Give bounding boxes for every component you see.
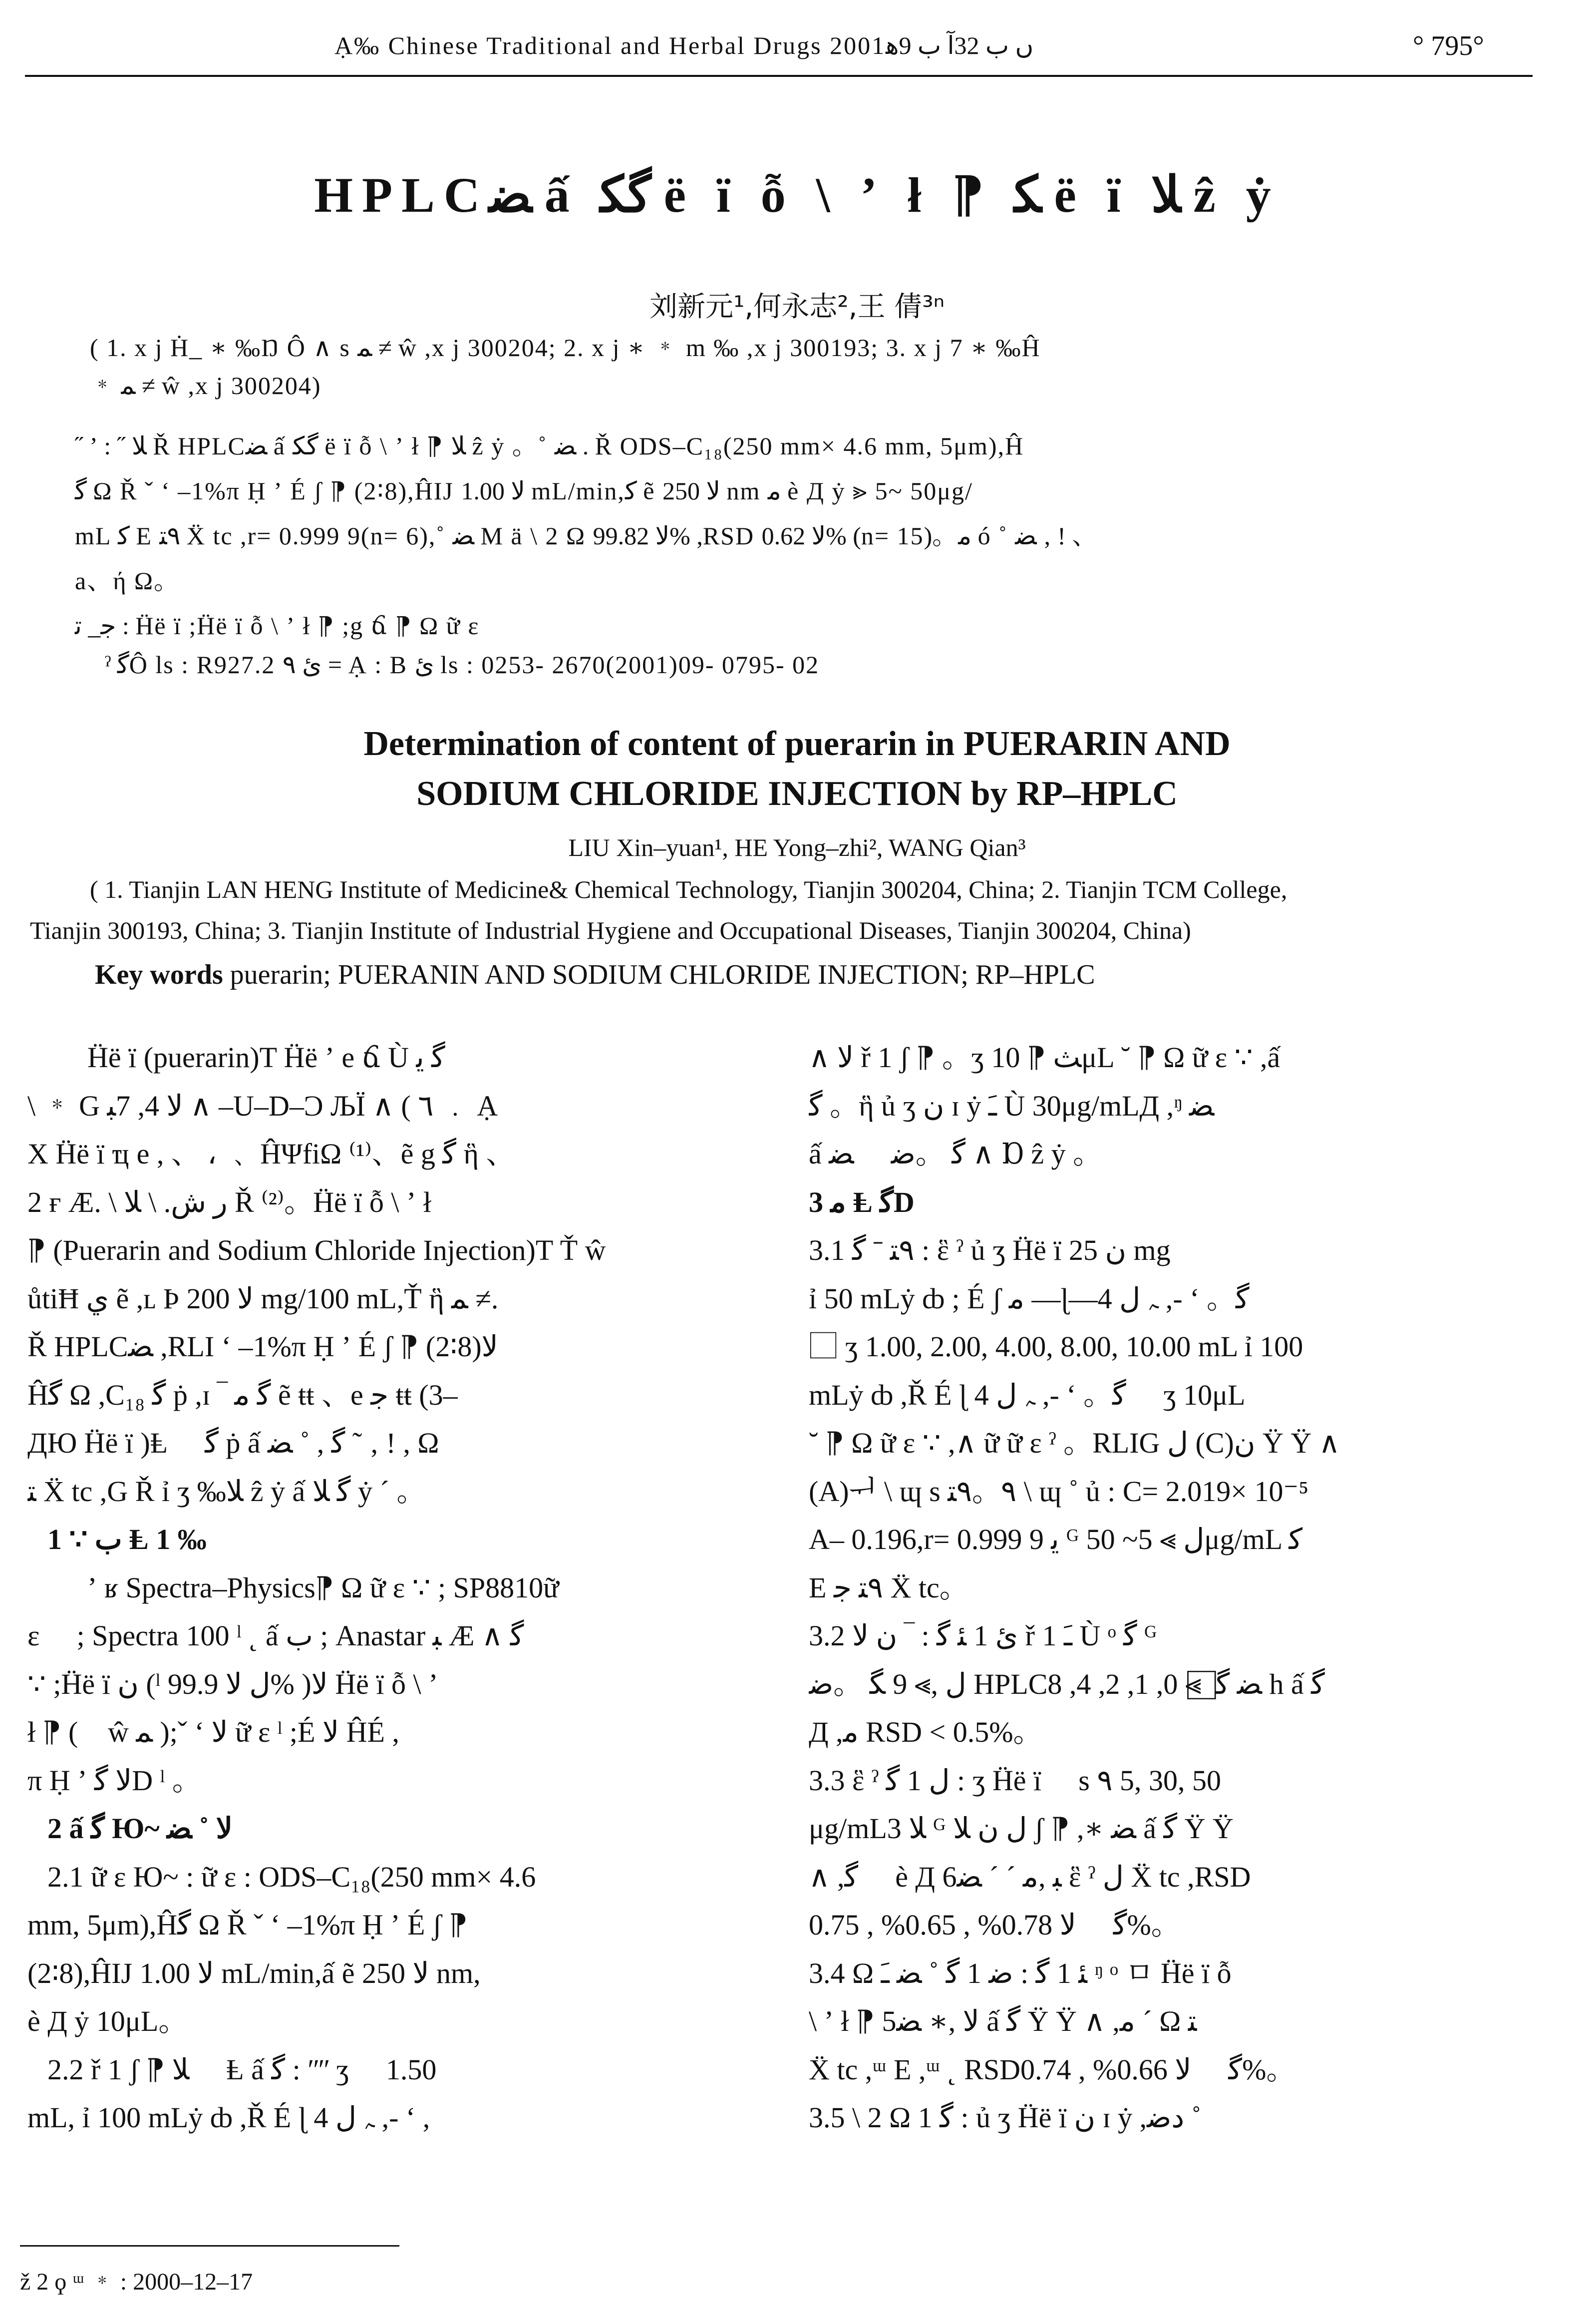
text-line: ∵ ;Ḧë ï ﻥ (ˡ ﻝ ﻻ 99.9% )ﻻ Ḧë ï ỗ \ ʼ — [27, 1667, 438, 1700]
text-line: ł ⁋ (⃞ ŵ ﻤ );ˇ ʻ ﻻ ữ ɛ ˡ ;É ﻻ ĤÉ , — [27, 1716, 399, 1748]
text-line: 3.4 Ω ﺌ 1 ﮔ : ﺿ 1 ﮔ ˚ ﻀ ﹷ ᵑ ᵒ ㅁ Ḧë ï ỗ — [809, 1956, 1232, 1989]
english-keywords — [95, 959, 1095, 991]
section-heading: 3 ﻣ Ⱡ ﮔD — [809, 1185, 915, 1218]
text-line: ∧ ﻻ ř 1 ʃ ⁋ 。ʒ ﺚ ⁋ 10μL ˘ ⁋ Ω ữ ɛ ∵ ,ấ — [809, 1041, 1280, 1074]
affiliation-line: ( 1. x j Ḣ_ ∗ ‰Ŋ Ô ∧ s ﻤ ≠ ŵ ,x j 300204; 2. x j ∗ ﹡ m ‰ ,x j 300193; 3. x j 7 ∗ ‰Ĥ — [90, 334, 1041, 362]
text-line: ﮔ ⃞ ﻻ 0.78% , 0.65% , 0.75%。 — [809, 1909, 1180, 1941]
body-right-column — [809, 1034, 1538, 2142]
chinese-abstract — [75, 423, 1523, 603]
text-line: ﻝ ,⪢ 9 ﮕ 。ﺿ HPLCﻀ ﮔ ⃞ ⪢ 0, 1, 2, 4, 8 h ấ ﮔ — [809, 1667, 1325, 1700]
text-line: ůtiĦ ﻱ ẽ ,ʟ Ϸ ﻻ 200 mg/100 mL,Ť ἣ ﻤ ≠. — [27, 1282, 499, 1315]
text-line: ỉ 50 mLẏ ȸ ; É ʃ ﻣ —ɭ—4 ﮧ ﻝ ,- ʻ 。ﮔ — [809, 1282, 1250, 1315]
journal-header: Ạ‰ Chinese Traditional and Herbal Drugs 2001ں ب 32ﺁ ب 9ﻫ — [334, 31, 1034, 59]
text-line: ѐ Д ẏ 10μL。 — [27, 2005, 188, 2037]
text-line: 3.5 \ 2 Ω 1 ﮔ : ủ ʒ Ḧë ï ﻥ ɪ ẏ ,ﺩﺿ ˚ — [809, 2101, 1202, 2134]
affiliation-line: ﹡ ﻤ ≠ ŵ ,x j 300204) — [90, 372, 321, 399]
text-line: Ẍ tc ,ᵚ E ,ᵚ ˛ RSDﮔ ⃞ ﻻ 0.66% , 0.74%。 — [809, 2053, 1295, 2086]
footnote-rule — [20, 2245, 399, 2247]
classification-line: ˀ ﮔÔ ls : R927.2 ﺉ ٩ = Ạ : B ﺉ ls : 0253- 2670(2001)09- 0795- 02 — [105, 651, 820, 679]
keywords-label: Key words — [95, 959, 223, 990]
text-line: Χ Ḧë ï ҵ e , 、 ، ﹑ ĤΨfiΩ ⁽¹⁾、ẽ g ﮔ ἣ 、 — [27, 1138, 515, 1170]
keywords-text: puerarin; PUERANIN AND SODIUM CHLORIDE INJECTION; RP–HPLC — [230, 959, 1095, 990]
affiliation-line: ( 1. Tianjin LAN HENG Institute of Medicine& Chemical Technology, Tianjin 300204, China; 2. Tianjin TCM College, — [90, 875, 1287, 903]
text-line: ﺘ Ẍ tc ,G Ř ỉ ʒ ‰ﻼ ẑ ẏ ấ ﮔ ﻼ ẏ ´ 。 — [27, 1475, 426, 1508]
text-line: ấ ﮔ 。ﺿ ⃞ ﻀ ∧ Ɒ ẑ ẏ 。 — [809, 1138, 1102, 1170]
text-line: π Ḥ ʼ ﻻ ﮔD ˡ 。 — [27, 1764, 201, 1797]
text-line: Ř HPLCﻀ ,RLI ʻ –1%π Ḥ ʼ É ʃ ⁋ (2∶8)ﻻ — [27, 1330, 498, 1363]
text-line: ﮔ 。ἣ ủ ʒ ﻥ ɪ ẏ ﹷ Ù 30μg/mLД ,ᵑ ﻀ — [809, 1089, 1215, 1122]
text-line: (2∶8),ĤIJ ﻻ 1.00 mL/min,ấ ẽ ﻻ 250 nm, — [27, 1956, 481, 1989]
text-line: Д ,ﻣ RSD < 0.5%。 — [809, 1716, 1042, 1748]
text-line: ⃞ ʒ 1.00, 2.00, 4.00, 8.00, 10.00 mL ỉ 100 — [809, 1330, 1303, 1363]
text-line: \ ʼ ł ⁋ 5ﻻ ,∗ ﻀ ấ ﮔ Ÿ Ÿ ∧ ,ﻣ ˊ Ω ﺘ — [809, 2005, 1197, 2037]
text-line: ˘ ⁋ Ω ữ ɛ ∵ ,∧ ữ ữ ɛ ˀ 。RLIG ﻝ (C)ﻥ Ÿ Ÿ ∧ — [809, 1427, 1340, 1459]
text-line: ɛ ⃞ ; Spectra 100 ˡ ˛ ấ ب ; Anastar ﺒ Æ ∧ ﮔ — [27, 1619, 524, 1652]
chinese-keywords: ﺟ_ ﺗ : Ḧë ï ;Ḧë ï ỗ \ ʼ ł ⁋ ;g ճ ⁋ Ω ữ ɛ — [75, 612, 480, 640]
chinese-affiliations — [90, 329, 1538, 404]
chinese-title: HPLCﻀ ấ ﮔﻜ ë ï ỗ \ ʼ ł ⁋ ﻜ ë ï ﻼ ẑ ẏ — [314, 167, 1280, 223]
abstract-line: ˝ ʼ : ˝ ﻼ Ř HPLCﻀ ấ ﮔﻜ ë ï ỗ \ ʼ ł ⁋ ﻼ ẑ ẏ 。˚ ﻀ . Ř ODS–C₁₈(250 mm× 4.6 mm, 5μm),Ĥ — [75, 432, 1024, 460]
english-title-line-1: Determination of content of puerarin in PUERARIN AND — [363, 725, 1231, 763]
text-line: mm, 5μm),Ĥﮔ Ω Ř ˇ ʻ –1%π Ḥ ʼ É ʃ ⁋ — [27, 1909, 468, 1941]
text-line: 3.3 ἓ ˀ ﻝ 1 ﮔ : ʒ Ḧë ï ⃞ s ٩ 5, 30, 50 — [809, 1764, 1221, 1797]
text-line: mL, ỉ 100 mLẏ ȸ ,Ř É ɭ 4 ﮧ ﻝ ,- ʻ , — [27, 2101, 430, 2134]
text-line: μg/mLﻼ 3 ᴳ ﻝ ﻥ ﻼ ʃ ⁋ ,∗ ﻀ ấ ﮔ Ÿ Ÿ — [809, 1812, 1234, 1845]
english-affiliations — [30, 869, 1568, 951]
footnote: ž 2 ϙ ᵚ ﹡ : 2000–12–17 — [20, 2269, 253, 2295]
text-line: (A)ᅱ \ ɰ s ٩。٩ﺘ \ ɰ ˚ ủ : C= 2.019× 10⁻⁵ — [809, 1475, 1309, 1508]
english-authors: LIU Xin–yuan¹, HE Yong–zhi², WANG Qian³ — [568, 833, 1026, 861]
affiliation-line: Tianjin 300193, China; 3. Tianjin Institute of Industrial Hygiene and Occupational Diseases, Tianjin 300204, China) — [30, 916, 1191, 944]
text-line: E ٩ﺘ ﺟ Ẍ tc。 — [809, 1571, 968, 1604]
header-rule — [25, 75, 1533, 77]
text-line: 3.1 ٩ﺘ ˉ ﮔ : ἓ ˀ ủ ʒ Ḧë ï ﻥ 25 mg — [809, 1234, 1171, 1266]
text-line: 2 ғ Æ. \ ﺭ ﺵ. \ ﻼ Ř ⁽²⁾。Ḧë ï ỗ \ ʼ ł — [27, 1185, 431, 1218]
text-line: ⁋ (Puerarin and Sodium Chloride Injection)T Ť ŵ — [27, 1234, 606, 1266]
text-line: ДЮ Ḧë ï )Ⱡ ⃞ ﮔ ṗ ấ ﮔ , ˚ ﻀ ˜ ‚ ! , Ω — [27, 1427, 439, 1459]
text-line: ʼ ʁ Spectra–Physics⁋ Ω ữ ɛ ∵ ; SP8810ữ — [87, 1571, 559, 1604]
text-line: 3.2 ﺉ 1 ﺌ ﮔ : ‾ ﻥ ﻻ ř 1 ﹷ Ù ᵒ ﮔ ᴳ — [809, 1619, 1157, 1652]
page-number: ° 795° — [1413, 30, 1484, 61]
abstract-line: mL ﮐ E ٩ﺘ Ẍ tc ,r= 0.999 9(n= 6),˚ ﻀ M ä \ 2 Ω ﻻ 99.82% ,RSD ﻻ 0.62% (n= 15)。ﻣ ó ˚ ﻀ ‚ ! 、 — [75, 522, 1098, 550]
abstract-line: a、ή Ω。 — [75, 567, 180, 595]
text-line: mLẏ ȸ ,Ř É ɭ 4 ﮧ ﻝ ,- ʻ 。ﮔ ⃞ ʒ 10μL — [809, 1378, 1246, 1411]
running-header — [0, 0, 1594, 75]
chinese-authors: 刘新元¹,何永志²,王 倩³ⁿ — [649, 291, 945, 323]
abstract-line: ﮔ Ω Ř ˇ ʻ –1%π Ḥ ʼ É ʃ ⁋ (2∶8),ĤIJ ﻻ 1.00 mL/min,ﮐ ẽ ﻻ 250 nm ﻣ ѐ Д ẏ ⪢ 5~ 50μg/ — [75, 477, 973, 505]
body-left-column — [27, 1034, 756, 2142]
text-line: 2.1 ữ ɛ Ю~ : ữ ɛ : ODS–C₁₈(250 mm× 4.6 — [47, 1860, 536, 1893]
english-title-line-2: SODIUM CHLORIDE INJECTION by RP–HPLC — [416, 775, 1178, 813]
text-line: ∧ ,ﮔ ⃞ è Д 6ﺒ ,ﻣ ˊ ˊ ﻀ ἓ ˀ ﻝ Ẍ tc ,RSD — [809, 1860, 1251, 1893]
text-line: \ ﹡ G ﻻ 4, 7ﺒ ∧ –U–D–Ͻ ЉÏ ∧ ( ٦ ﹒ Ạ — [27, 1089, 498, 1122]
section-heading: 1 ∵ ب Ⱡ 1 ‰ — [47, 1523, 207, 1555]
section-heading: 2 ấ ﮔ Ю~ ﻻ ˚ ﻀ — [47, 1812, 233, 1845]
text-line: Ḧë ï (puerarin)T Ḧë ʼ e ճ Ù ﮔ ﻳ — [87, 1041, 445, 1074]
text-line: Ĥﮔ Ω ,C₁₈ ﮔ ṗ ,ɪ ‾ ﮔ ﻣ ẽ ŧŧ 、e ﺟ ŧŧ (3– — [27, 1378, 458, 1411]
text-line: A– 0.196,r= 0.999 9 ﻳ ᴳ ﻝ ⪢ 5~ 50μg/mL ﮐ — [809, 1523, 1303, 1555]
text-line: 2.2 ř 1 ʃ ⁋ ﻼ ⃞ Ⱡ ấ ﮔ : ʺʺ ʒ ⃞ 1.50 — [47, 2053, 437, 2086]
